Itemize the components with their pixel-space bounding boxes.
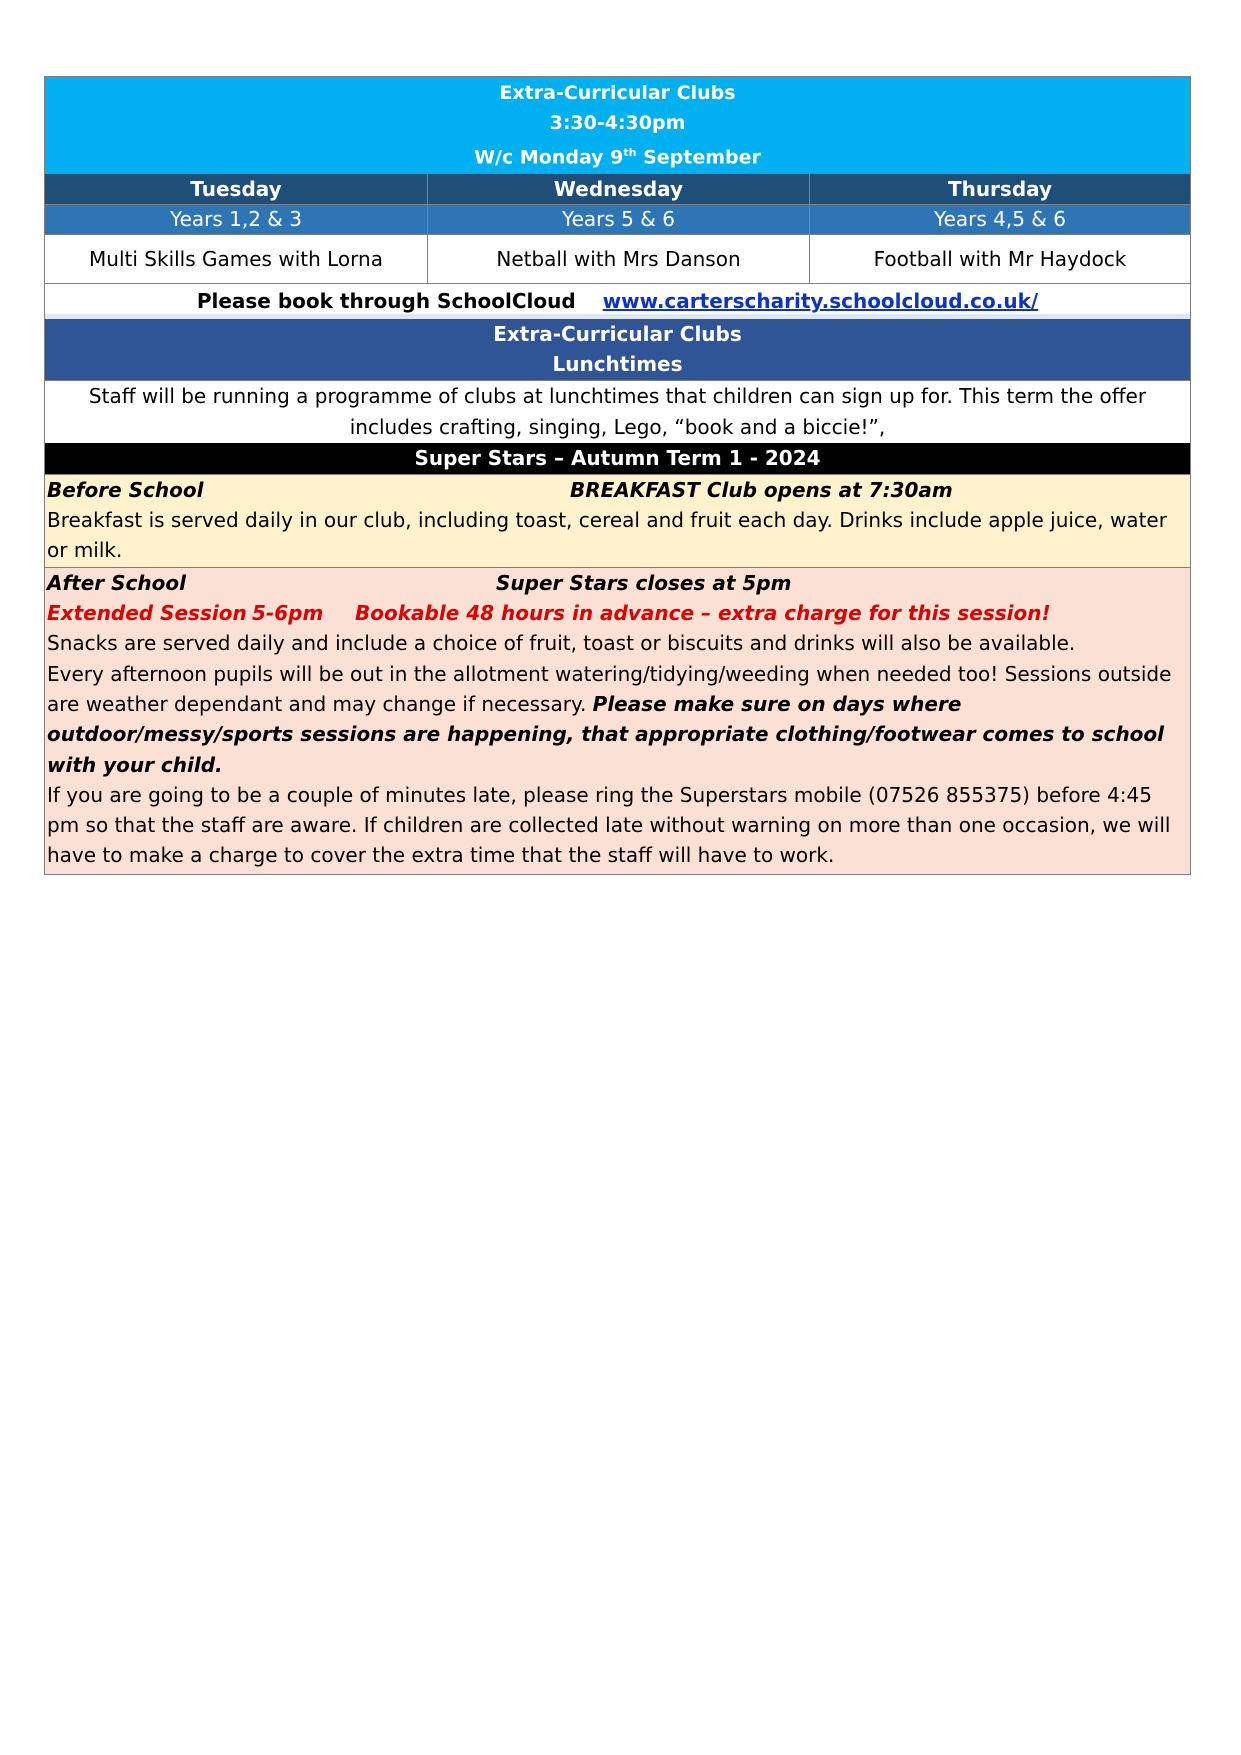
extended-time: 5-6pm	[252, 601, 324, 626]
clubs-week-suffix: September	[636, 146, 761, 169]
club-wednesday: Netball with Mrs Danson	[427, 235, 809, 283]
late-text: If you are going to be a couple of minutes late, please ring the Superstars mobile (07526 855375) before 4:45 pm so that the staff are aware. If children are collected late without warning on more than one occasion, we will have to make a charge to cover the extra time that the staff will have to work.	[47, 782, 1171, 868]
booking-link[interactable]: www.carterscharity.schoolcloud.co.uk/	[602, 289, 1039, 314]
extended-label: Extended Session	[47, 601, 247, 626]
lunch-subtitle: Lunchtimes	[552, 352, 683, 377]
clubs-week-sup: th	[623, 146, 637, 159]
before-school-header	[47, 475, 1188, 505]
lunch-line-2: includes crafting, singing, Lego, “book and a biccie!”,	[349, 415, 886, 440]
clothing-text: Please make sure on days where outdoor/messy/sports sessions are happening, that appropriate clothing/footwear comes to school with your child.	[47, 691, 1165, 777]
closing-headline: Super Stars closes at 5pm	[496, 571, 792, 596]
before-school-section	[45, 474, 1190, 567]
clubs-week	[45, 138, 1190, 172]
booking-row	[45, 283, 1190, 319]
clubs-sheet	[44, 76, 1191, 875]
lunch-line-1: Staff will be running a programme of clubs at lunchtimes that children can sign up for. This term the offer	[88, 384, 1147, 409]
lunch-header	[45, 319, 1190, 380]
allotment-text: Every afternoon pupils will be out in the allotment watering/tidying/weeding when needed too! Sessions outside are weather dependant and may change if necessary.	[47, 661, 1172, 716]
years-row	[45, 204, 1190, 234]
snacks-text: Snacks are served daily and include a choice of fruit, toast or biscuits and drinks will also be available.	[47, 631, 1076, 656]
day-header-row	[45, 173, 1190, 204]
breakfast-headline: BREAKFAST Club opens at 7:30am	[570, 478, 953, 503]
clubs-time: 3:30-4:30pm	[549, 112, 686, 134]
years-tuesday: Years 1,2 & 3	[170, 207, 302, 232]
after-school-label: After School	[47, 571, 186, 596]
years-thursday: Years 4,5 & 6	[809, 205, 1190, 234]
clubs-title: Extra-Curricular Clubs	[499, 82, 736, 104]
allotment-paragraph	[47, 659, 1188, 780]
superstars-title: Super Stars – Autumn Term 1 - 2024	[45, 443, 1190, 474]
day-thursday: Thursday	[809, 174, 1190, 204]
extended-note: Bookable 48 hours in advance – extra charge for this session!	[355, 601, 1051, 626]
clubs-title-block	[45, 77, 1190, 173]
lunch-description	[45, 380, 1190, 443]
breakfast-text: Breakfast is served daily in our club, including toast, cereal and fruit each day. Drinks include apple juice, water or milk.	[47, 508, 1167, 563]
before-school-label: Before School	[47, 478, 204, 503]
booking-text: Please book through SchoolCloud	[196, 289, 576, 314]
years-wednesday: Years 5 & 6	[427, 205, 809, 234]
club-tuesday: Multi Skills Games with Lorna	[89, 247, 383, 272]
after-school-header	[47, 568, 1188, 598]
club-row	[45, 234, 1190, 283]
club-thursday: Football with Mr Haydock	[809, 235, 1190, 283]
lunch-title: Extra-Curricular Clubs	[493, 322, 742, 347]
clubs-week-prefix: W/c Monday 9	[474, 146, 624, 169]
day-tuesday: Tuesday	[190, 177, 282, 202]
extended-session-line	[47, 598, 1188, 628]
day-wednesday: Wednesday	[427, 174, 809, 204]
after-school-section	[45, 567, 1190, 873]
